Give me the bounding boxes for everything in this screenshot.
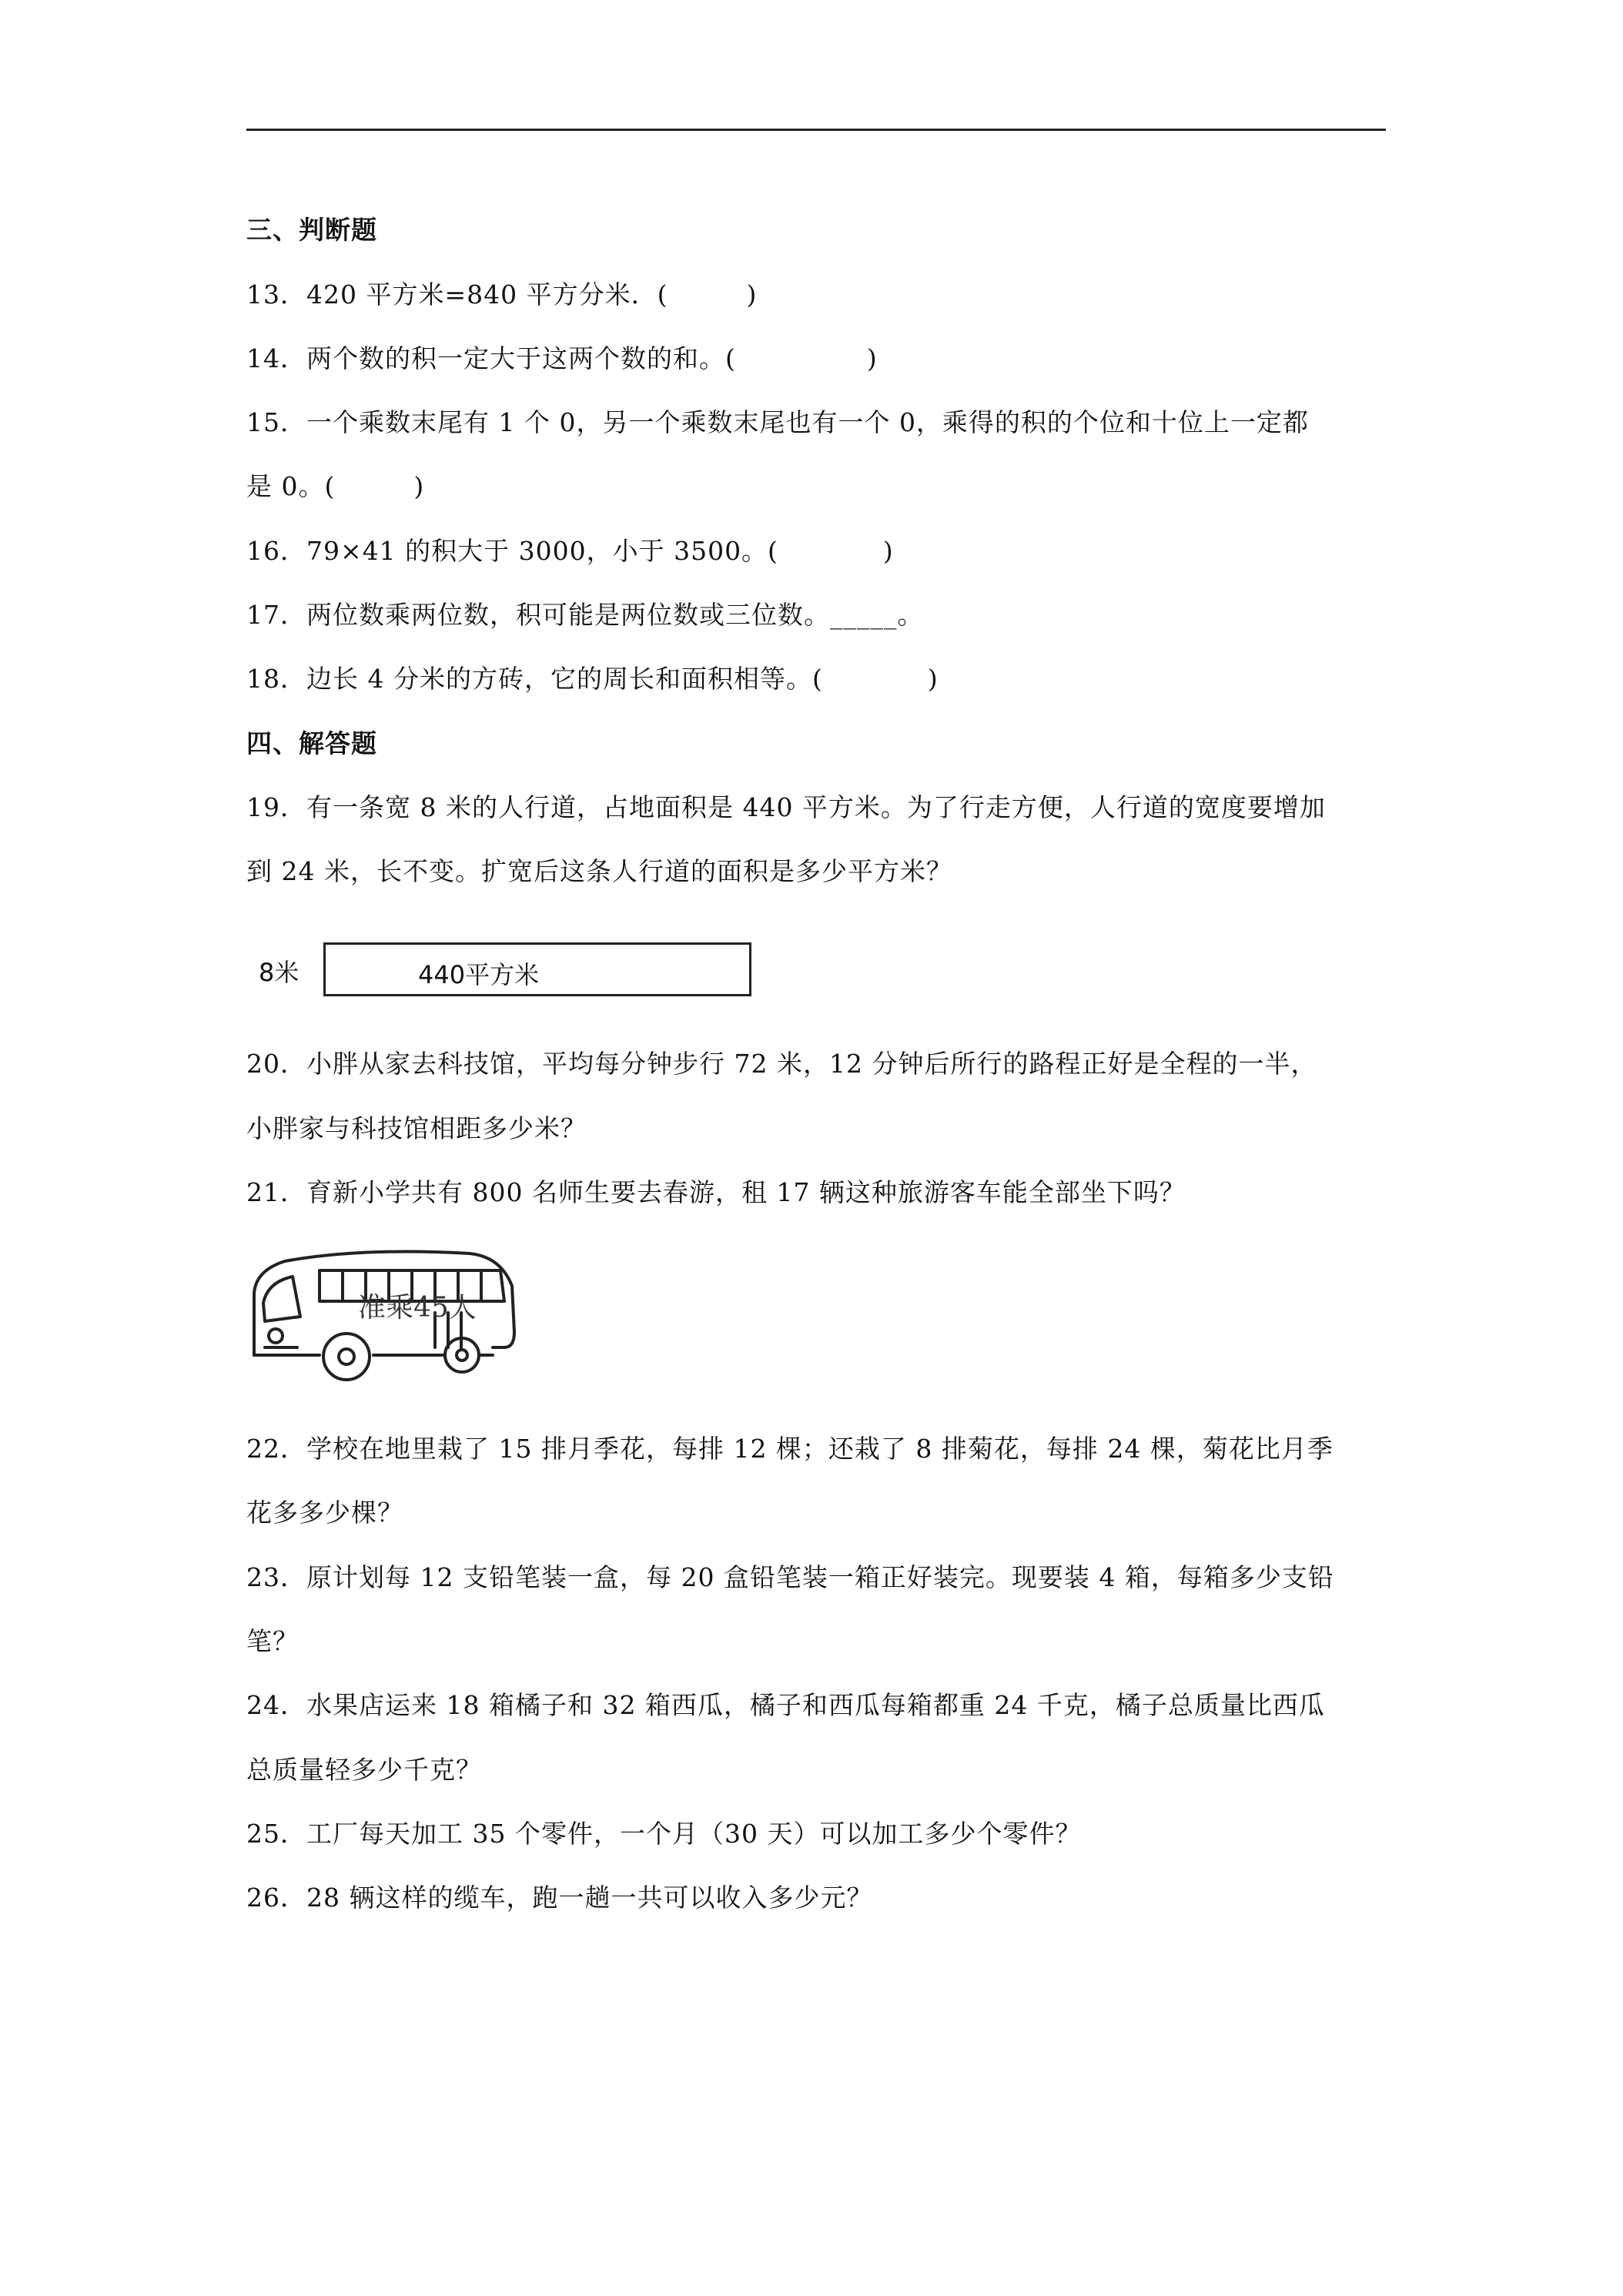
question-20-line-1: 20．小胖从家去科技馆，平均每分钟步行 72 米，12 分钟后所行的路程正好是全程的一半， [246, 1049, 1317, 1079]
bus-capacity-label: 准乘45人 [358, 1292, 477, 1324]
question-15-line-1: 15．一个乘数末尾有 1 个 0，另一个乘数末尾也有一个 0，乘得的积的个位和十位上一定都 [246, 407, 1309, 437]
question-21: 21．育新小学共有 800 名师生要去春游，租 17 辆这种旅游客车能全部坐下吗？ [246, 1177, 1186, 1207]
section-title-judgement: 三、判断题 [246, 215, 377, 245]
question-20-line-2: 小胖家与科技馆相距多少米？ [246, 1113, 587, 1143]
question-24-line-2: 总质量轻多少千克？ [246, 1755, 482, 1785]
question-14: 14．两个数的积一定大于这两个数的和。( ) [246, 343, 878, 373]
question-26: 26．28 辆这样的缆车，跑一趟一共可以收入多少元？ [246, 1883, 873, 1913]
question-23-line-1: 23．原计划每 12 支铅笔装一盒，每 20 盒铅笔装一箱正好装完。现要装 4 箱，每箱多少支铅 [246, 1562, 1334, 1592]
question-24-line-1: 24．水果店运来 18 箱橘子和 32 箱西瓜，橘子和西瓜每箱都重 24 千克，橘子总质量比西瓜 [246, 1690, 1325, 1720]
question-13: 13．420 平方米=840 平方分米．( ) [246, 279, 758, 310]
question-19-line-2: 到 24 米，长不变。扩宽后这条人行道的面积是多少平方米？ [246, 856, 952, 886]
question-15-line-2: 是 0。( ) [246, 471, 425, 501]
header-rule [246, 129, 1386, 131]
question-22-line-1: 22．学校在地里栽了 15 排月季花，每排 12 棵；还栽了 8 排菊花，每排 24 棵，菊花比月季 [246, 1434, 1334, 1464]
question-23-line-2: 笔？ [246, 1626, 299, 1656]
sidewalk-width-label: 8米 [259, 958, 300, 987]
question-22-line-2: 花多多少棵？ [246, 1498, 403, 1528]
sidewalk-rectangle [323, 942, 751, 996]
question-17: 17．两位数乘两位数，积可能是两位数或三位数。_____。 [246, 600, 924, 630]
sidewalk-area-label: 440平方米 [418, 960, 540, 989]
question-18: 18．边长 4 分米的方砖，它的周长和面积相等。( ) [246, 664, 939, 694]
section-title-solution: 四、解答题 [246, 728, 377, 758]
sidewalk-figure [246, 939, 755, 1001]
question-25: 25．工厂每天加工 35 个零件，一个月（30 天）可以加工多少个零件？ [246, 1819, 1082, 1849]
question-16: 16．79×41 的积大于 3000，小于 3500。( ) [246, 536, 894, 566]
question-19-line-1: 19．有一条宽 8 米的人行道，占地面积是 440 平方米。为了行走方便，人行道的宽度要增加 [246, 792, 1326, 822]
bus-figure [246, 1240, 524, 1386]
